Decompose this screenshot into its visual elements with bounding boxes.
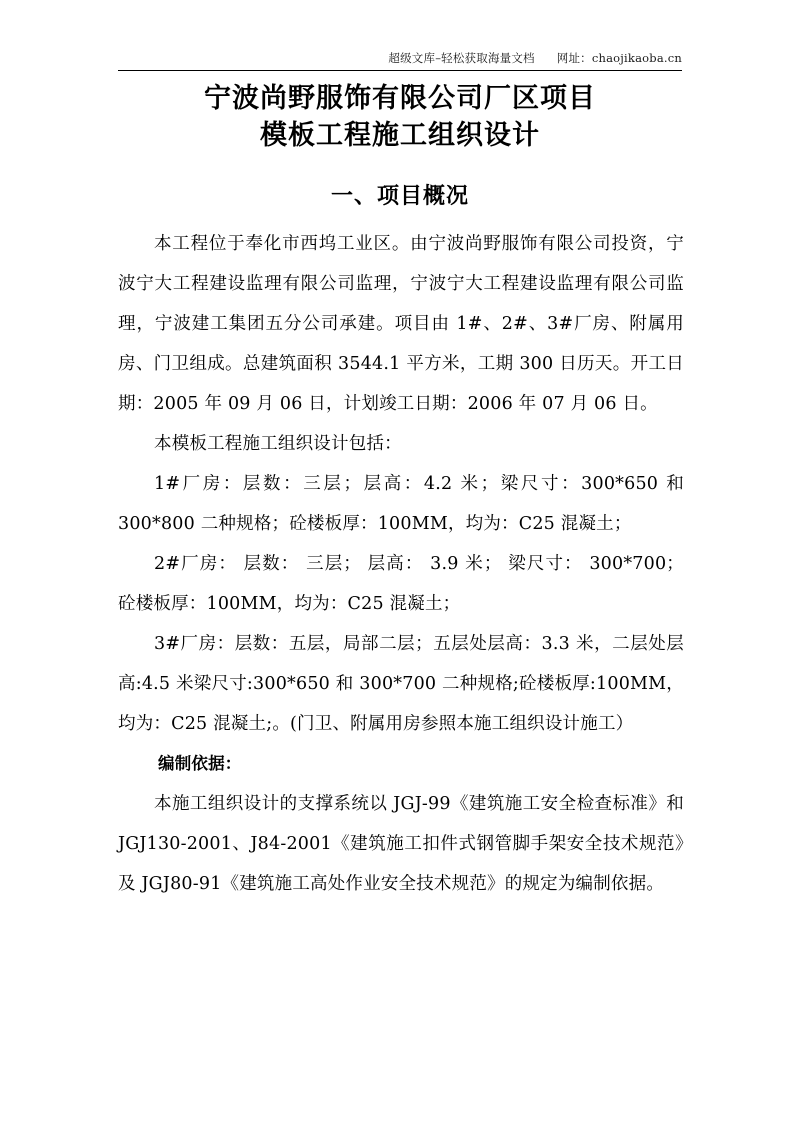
header-library-label: 超级文库–轻松获取海量文档 bbox=[388, 51, 535, 65]
header-divider bbox=[118, 70, 682, 71]
section-heading-project-overview: 一、项目概况 bbox=[330, 184, 469, 209]
header-site-label: 网址：chaojikaoba.cn bbox=[556, 51, 682, 65]
paragraph-factory-1: 1#厂房：层数：三层；层高：4.2 米；梁尺寸：300*650 和 300*800 二种规格；砼楼板厚：100MM，均为：C25 混凝土； bbox=[118, 474, 684, 534]
paragraph-project-background: 本工程位于奉化市西坞工业区。由宁波尚野服饰有限公司投资，宁波宁大工程建设监理有限公司监理，宁波宁大工程建设监理有限公司监理，宁波建工集团五分公司承建。项目由 1#、2#、3#厂房、附属用房、门卫组成。总建筑面积 3544.1 平方米，工期 300 日历天。开工日期：2005 年 09 月 06 日，计划竣工日期：2006 年 07 月 06 日。 bbox=[118, 234, 684, 414]
subheading-compilation-basis: 编制依据： bbox=[158, 754, 242, 773]
paragraph-compilation-basis: 本施工组织设计的支撑系统以 JGJ-99《建筑施工安全检查标准》和 JGJ130-2001、J84-2001《建筑施工扣件式钢管脚手架安全技术规范》及 JGJ80-91《建筑施工高处作业安全技术规范》的规定为编制依据。 bbox=[118, 794, 684, 894]
document-title-line-1: 宁波尚野服饰有限公司厂区项目 bbox=[204, 83, 596, 114]
document-title-line-2: 模板工程施工组织设计 bbox=[260, 120, 540, 151]
document-body bbox=[118, 224, 684, 904]
page-header bbox=[118, 50, 682, 71]
paragraph-factory-3: 3#厂房：层数：五层，局部二层；五层处层高：3.3 米，二层处层高:4.5 米梁尺寸:300*650 和 300*700 二种规格;砼楼板厚:100MM，均为：C25 混凝土;。(门卫、附属用房参照本施工组织设计施工） bbox=[118, 634, 684, 734]
header-text-row bbox=[118, 50, 682, 66]
paragraph-scope-intro: 本模板工程施工组织设计包括： bbox=[154, 434, 402, 454]
document-title bbox=[118, 80, 682, 154]
paragraph-factory-2: 2#厂房： 层数： 三层； 层高： 3.9 米； 梁尺寸： 300*700； 砼楼板厚：100MM，均为：C25 混凝土； bbox=[118, 554, 684, 614]
